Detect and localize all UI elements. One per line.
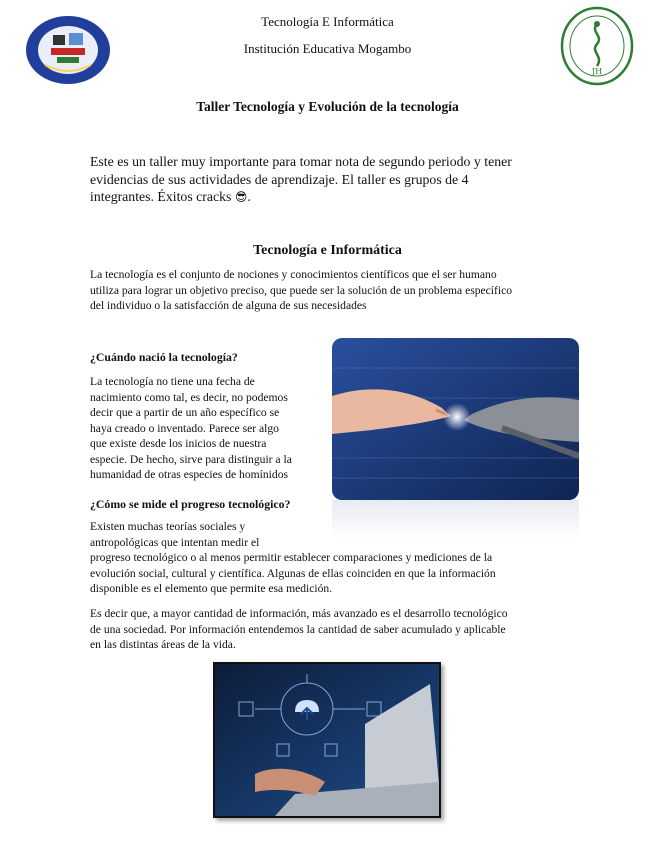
cool-emoji-icon: 😎 xyxy=(234,190,248,204)
section-line: utiliza para lograr un objetivo preciso, que puede ser la solución de un problema específico xyxy=(90,283,513,297)
q2-para2-line: de una sociedad. Por información entendemos la cantidad de saber acumulado y aplicable xyxy=(90,622,506,636)
question-heading: ¿Cómo se mide el progreso tecnológico? xyxy=(90,497,291,511)
question-paragraph xyxy=(90,606,610,653)
q2-line: evolución social, cultural y científica. Algunas de ellas coinciden en que la información xyxy=(90,566,496,580)
svg-text:JH: JH xyxy=(591,67,603,76)
q2-line: antropológicas que intentan medir el xyxy=(90,535,260,549)
intro-line: evidencias de sus actividades de aprendizaje. El taller es grupos de 4 xyxy=(90,171,469,187)
q2-line: progreso tecnológico o al menos permitir establecer comparaciones y mediciones de la xyxy=(90,551,493,564)
section-paragraph xyxy=(90,267,610,314)
question-paragraph xyxy=(90,374,330,483)
header-subject: Tecnología E Informática xyxy=(261,14,394,29)
page-title: Taller Tecnología y Evolución de la tecnología xyxy=(196,99,459,114)
q1-line: humanidad de otras especies de homínidos xyxy=(90,468,289,481)
intro-line xyxy=(90,188,610,207)
q1-line: decir que a partir de un año específico se xyxy=(90,406,280,419)
q2-para2-line: en las distintas áreas de la vida. xyxy=(90,638,236,651)
section-line: La tecnología es el conjunto de nociones y conocimientos científicos que el ser humano xyxy=(90,268,497,281)
seal-icon xyxy=(560,6,634,86)
intro-line: Este es un taller muy importante para tomar nota de segundo periodo y tener xyxy=(90,154,512,169)
question-paragraph xyxy=(90,519,610,597)
intro-paragraph xyxy=(90,153,610,207)
q1-line: nacimiento como tal, es decir, no podemos xyxy=(90,390,288,404)
q2-line: disponible es el elemento que permite esa medición. xyxy=(90,582,333,595)
school-crest-icon xyxy=(25,15,111,85)
section-heading: Tecnología e Informática xyxy=(253,243,402,258)
question-heading: ¿Cuándo nació la tecnología? xyxy=(90,350,238,364)
intro-line-text: integrantes. Éxitos cracks xyxy=(90,189,232,204)
q1-line: que existe desde los inicios de nuestra xyxy=(90,437,267,450)
header-institution: Institución Educativa Mogambo xyxy=(243,41,412,56)
q2-para2-line: Es decir que, a mayor cantidad de información, más avanzado es el desarrollo tecnológico xyxy=(90,607,508,620)
q2-line: Existen muchas teorías sociales y xyxy=(90,520,246,533)
intro-line-end: . xyxy=(247,189,251,204)
q1-line: especie. De hecho, sirve para distinguir a la xyxy=(90,452,292,466)
laptop-image xyxy=(213,662,441,818)
q1-line: haya creado o inventado. Parece ser algo xyxy=(90,421,279,435)
hands-image xyxy=(332,338,579,500)
section-line: del individuo o la satisfacción de alguna de sus necesidades xyxy=(90,299,367,312)
q1-line: La tecnología no tiene una fecha de xyxy=(90,375,255,388)
